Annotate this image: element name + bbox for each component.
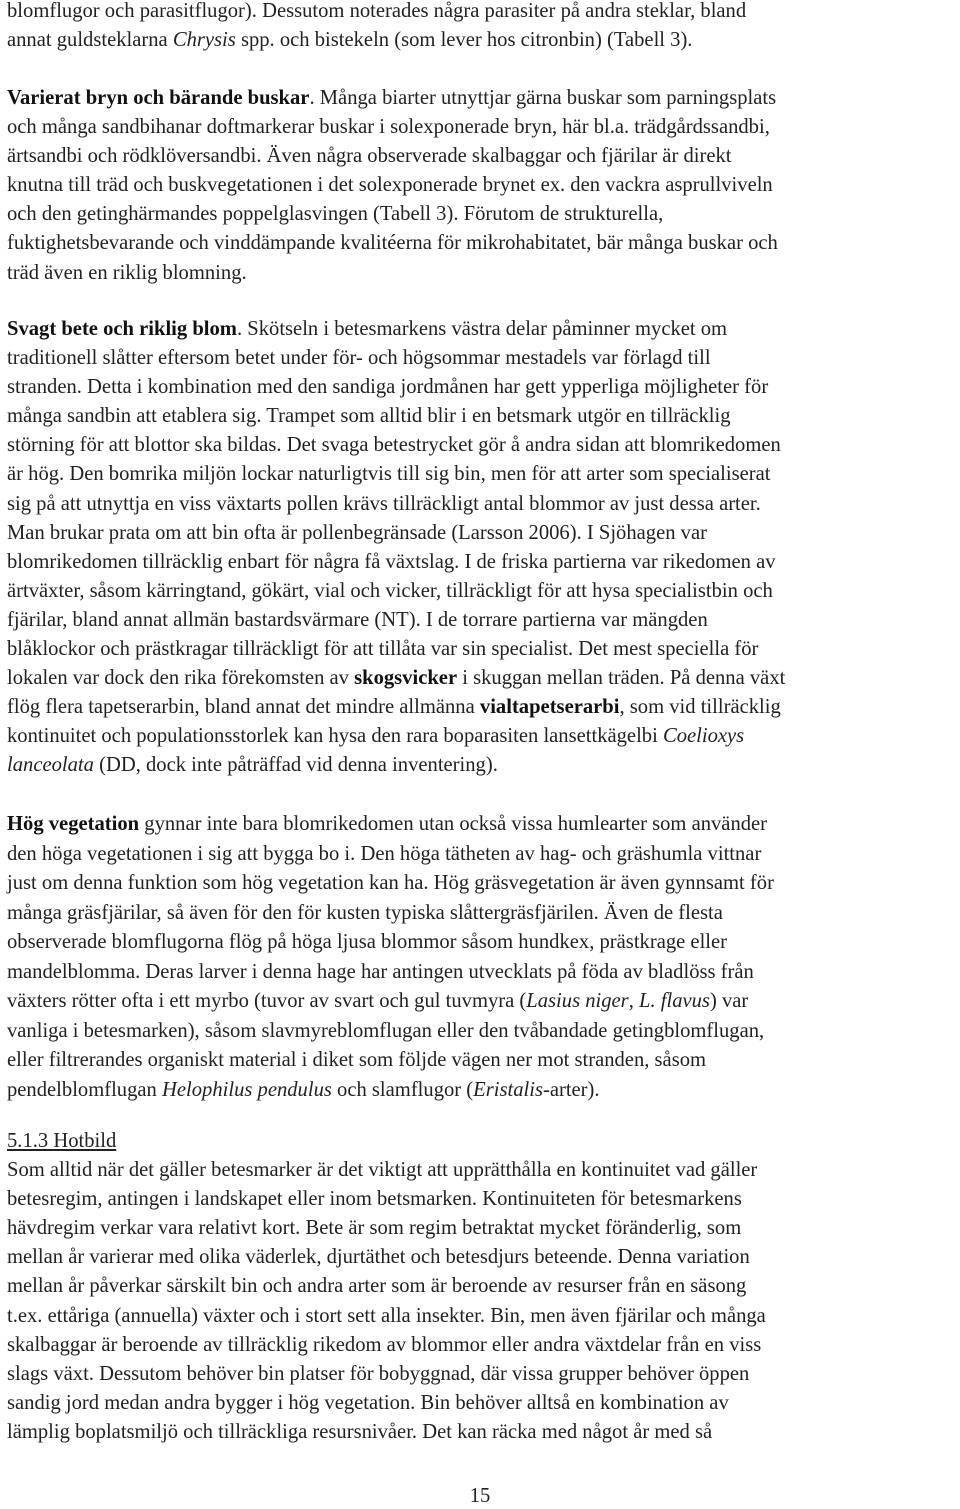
text-line: fuktighetsbevarande och vinddämpande kvalitéerna för mikrohabitatet, bär många buskar och — [7, 232, 778, 255]
text-line: skalbaggar är beroende av tillräcklig rikedom av blommor eller andra växtdelar från en viss — [7, 1333, 762, 1356]
intro-paragraph — [7, 0, 957, 55]
text-line: knutna till träd och buskvegetationen i det solexponerade brynet ex. den vackra asprullviveln — [7, 174, 773, 197]
text-line: mellan år varierar med olika väderlek, djurtäthet och betesdjurs beteende. Denna variation — [7, 1246, 750, 1269]
text-line: träd även en riklig blomning. — [7, 261, 247, 284]
paragraph-title: Varierat bryn och bärande buskar — [7, 87, 310, 109]
paragraph-svagt-bete — [7, 315, 957, 781]
text-run: spp. och bistekeln (som lever hos citronbin) (Tabell 3). — [235, 29, 693, 52]
text-run: lokalen var dock den rika förekomsten av — [7, 667, 355, 690]
section-hotbild — [7, 1127, 957, 1447]
paragraph-varierat-bryn — [7, 84, 957, 288]
text-line: observerade blomflugorna flög på höga ljusa blommor såsom hundkex, prästkrage eller — [7, 931, 728, 953]
text-run: och slamflugor ( — [331, 1078, 474, 1101]
text-line — [7, 84, 957, 113]
text-line: Som alltid när det gäller betesmarker är det viktigt att upprätthålla en kontinuitet vad gäller — [7, 1159, 758, 1182]
text-line: betesregim, antingen i landskapet eller inom betsmarken. Kontinuiteten för betesmarkens — [7, 1188, 742, 1211]
species-name: lanceolata — [7, 754, 94, 777]
text-line: hävdregim verkar vara relativt kort. Bete är som regim betraktat mycket föränderlig, som — [7, 1217, 742, 1240]
text-line: mandelblomma. Deras larver i denna hage har antingen utvecklats på föda av bladlöss från — [7, 960, 754, 983]
text-line: traditionell slåtter eftersom betet under för- och högsommar mestadels var förlagd till — [7, 347, 711, 370]
text-line: är hög. Den bomrika miljön lockar naturligtvis till sig bin, men för att arter som specialiserat — [7, 463, 771, 486]
page-number: 15 — [469, 1485, 491, 1507]
species-name: skogsvicker — [354, 667, 458, 690]
text-line: många sandbin att etablera sig. Trampet som alltid blir i en betsmark utgör en tillräcklig — [7, 405, 731, 428]
text-run: -arter). — [542, 1078, 600, 1101]
text-line: och många sandbihanar doftmarkerar buskar i solexponerade bryn, här bl.a. trädgårdssandbi, — [7, 116, 770, 139]
species-name: Coelioxys — [662, 725, 745, 748]
text-line: och den getinghärmandes poppelglasvingen (Tabell 3). Förutom de strukturella, — [7, 203, 664, 226]
text-run: ) var — [709, 990, 749, 1012]
text-run: kontinuitet och populationsstorlek kan hysa den rara boparasiten lansettkägelbi — [7, 725, 663, 748]
text-line: fjärilar, bland annat allmän bastardsvärmare (NT). I de torrare partierna var mängden — [7, 608, 708, 631]
text-run: . Många biarter utnyttjar gärna buskar som parningsplats — [309, 87, 777, 109]
paragraph-hog-vegetation — [7, 810, 957, 1105]
text-line — [7, 693, 957, 722]
text-line: den höga vegetationen i sig att bygga bo i. Den höga tätheten av hag- och gräshumla vittnar — [7, 842, 762, 865]
text-line: störning för att blottor ska bildas. Det svaga betestrycket gör å andra sidan att blomrikedomen — [7, 434, 781, 457]
paragraph-title: Svagt bete och riklig blom — [7, 318, 237, 340]
text-line — [7, 810, 957, 840]
text-line: blåklockor och prästkragar tillräckligt för att tillåta var sin specialist. Det mest speciella för — [7, 638, 759, 661]
text-line — [7, 26, 957, 55]
text-line: mellan år påverkar särskilt bin och andra arter som är beroende av resurser från en säsong — [7, 1275, 747, 1298]
text-line: t.ex. ettåriga (annuella) växter och i stort sett alla insekter. Bin, men även fjärilar och många — [7, 1304, 766, 1327]
paragraph-title: Hög vegetation — [7, 813, 140, 835]
text-line — [7, 722, 957, 751]
section-heading: 5.1.3 Hotbild — [7, 1130, 117, 1152]
text-run: , som vid tillräcklig — [619, 696, 781, 719]
text-line: sig på att utnyttja en viss växtarts pollen krävs tillräckligt antal blommor av just dessa arter. — [7, 492, 761, 515]
text-line: slags växt. Dessutom behöver bin platser för bobyggnad, där vissa grupper behöver öppen — [7, 1362, 750, 1385]
text-line: lämplig boplatsmiljö och tillräckliga resursnivåer. Det kan räcka med något år med så — [7, 1420, 713, 1443]
species-name: Chrysis — [172, 29, 236, 52]
species-name: Lasius niger — [526, 990, 629, 1012]
text-run: flög flera tapetserarbin, bland annat det mindre allmänna — [7, 696, 480, 719]
text-run: i skuggan mellan träden. På denna växt — [457, 667, 786, 690]
text-line: eller filtrerandes organiskt material i diket som följde vägen ner mot stranden, såsom — [7, 1049, 707, 1071]
species-name: L. flavus — [639, 990, 710, 1012]
text-line: stranden. Detta i kombination med den sandiga jordmånen har gett ypperliga möjligheter för — [7, 376, 769, 399]
species-name: vialtapetserarbi — [479, 696, 620, 719]
text-run: växters rötter ofta i ett myrbo (tuvor av svart och gul tuvmyra ( — [7, 990, 527, 1012]
text-line: ärtväxter, såsom kärringtand, gökärt, vial och vicker, tillräckligt för att hysa specialistbin och — [7, 579, 773, 602]
text-line — [7, 1076, 957, 1106]
text-line: just om denna funktion som hög vegetation kan ha. Hög gräsvegetation är även gynnsamt för — [7, 872, 774, 894]
text-line: blomrikedomen tillräcklig enbart för några få växtslag. I de friska partierna var rikedomen av — [7, 550, 776, 573]
text-line: sandig jord medan andra bygger i hög vegetation. Bin behöver alltså en kombination av — [7, 1391, 729, 1414]
text-line: Man brukar prata om att bin ofta är pollenbegränsade (Larsson 2006). I Sjöhagen var — [7, 521, 707, 544]
text-line — [7, 751, 957, 780]
text-line: ärtsandbi och rödklöversandbi. Även några observerade skalbaggar och fjärilar är direkt — [7, 145, 732, 168]
text-line — [7, 315, 957, 344]
text-line: många gräsfjärilar, så även för den för kusten typiska slåttergräsfjärilen. Även de flesta — [7, 901, 723, 924]
text-run: annat guldsteklarna — [7, 29, 173, 52]
text-line — [7, 987, 957, 1017]
species-name: Helophilus pendulus — [162, 1078, 332, 1101]
text-line: blomflugor och parasitflugor). Dessutom noterades några parasiter på andra steklar, bland — [7, 0, 747, 22]
text-run: pendelblomflugan — [7, 1078, 162, 1101]
text-run: (DD, dock inte påträffad vid denna inventering). — [93, 754, 498, 777]
text-line — [7, 664, 957, 693]
text-line: vanliga i betesmarken), såsom slavmyreblomflugan eller den tvåbandade getingblomflugan, — [7, 1019, 765, 1042]
species-name: Eristalis — [473, 1078, 543, 1101]
text-run: . Skötseln i betesmarkens västra delar påminner mycket om — [236, 318, 728, 340]
text-run: , — [628, 990, 639, 1012]
text-run: gynnar inte bara blomrikedomen utan också vissa humlearter som använder — [139, 813, 768, 835]
